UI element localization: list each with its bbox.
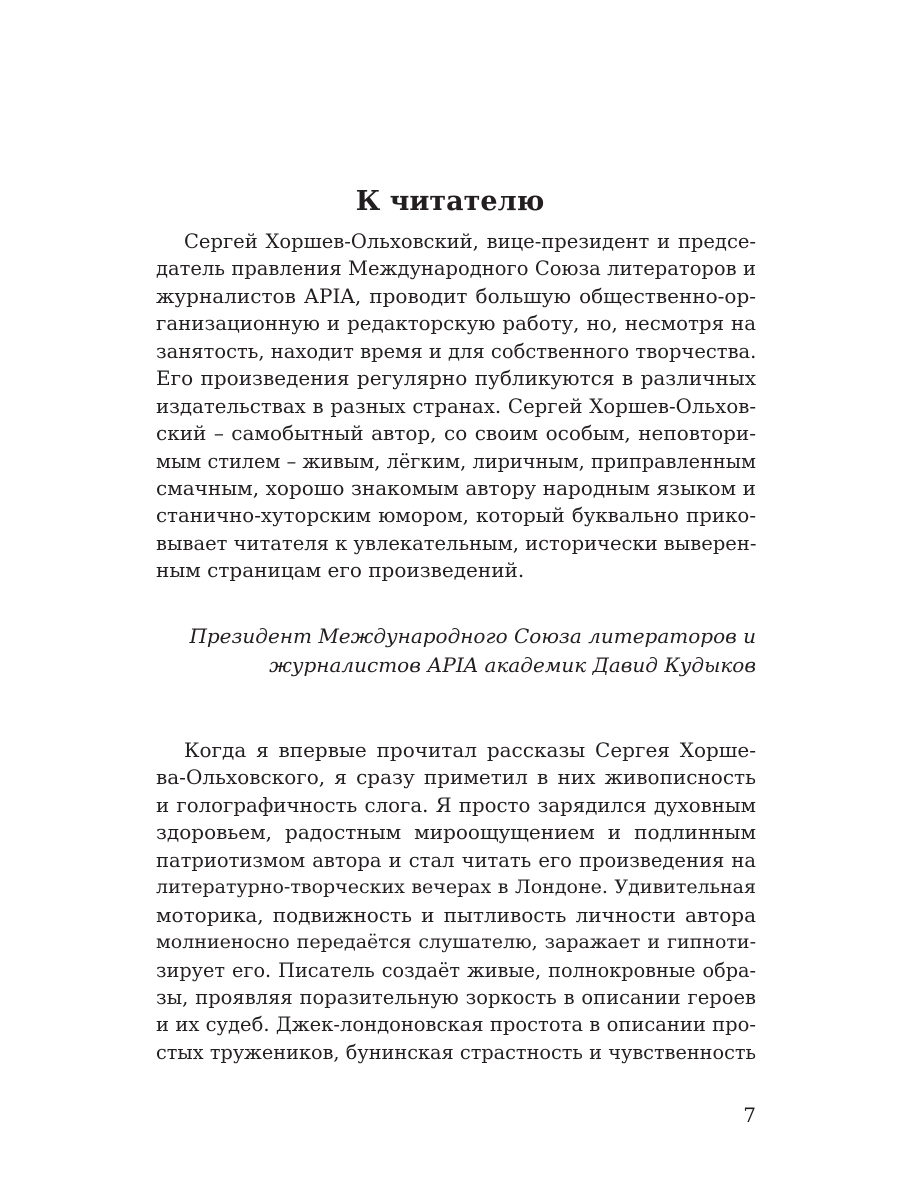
text-line: Сергей Хоршев-Ольховский, вице-президент и предсе- <box>184 230 756 253</box>
text-line: и голографичность слога. Я просто зарядился духовным <box>156 793 756 817</box>
signature-line: журналистов АPIA академик Давид Кудыков <box>269 653 756 677</box>
text-line: ва-Ольховского, я сразу приметил в них живописность <box>156 765 756 790</box>
text-line: смачным, хорошо знакомым автору народным языком и <box>156 475 756 500</box>
text-line: занятость, находит время и для собственного творчества. <box>156 339 757 363</box>
text-line: Его произведения регулярно публикуются в различных <box>156 366 756 391</box>
text-line: моторика, подвижность и пытливость личности автора <box>156 902 756 927</box>
text-line: ным страницам его произведений. <box>156 558 525 583</box>
text-line: и их судеб. Джек-лондоновская простота в описании про- <box>156 1013 756 1037</box>
text-line: станично-хуторским юмором, который буквально прико- <box>156 504 756 528</box>
text-line: молниеносно передаётся слушателю, заражает и гипноти- <box>156 931 756 954</box>
page-title: К читателю <box>355 186 545 218</box>
text-line: ский – самобытный автор, со своим особым, неповтори- <box>156 421 756 446</box>
text-line: здоровьем, радостным мироощущением и подлинным <box>156 820 756 845</box>
signature-line: Президент Международного Союза литераторов и <box>189 624 756 648</box>
text-line: стых тружеников, бунинская страстность и чувственность <box>156 1040 756 1064</box>
paragraph-author-intro <box>156 228 756 585</box>
text-line: литературно-творческих вечерах в Лондоне. Удивительная <box>156 876 756 899</box>
text-line: вывает читателя к увлекательным, исторически выверен- <box>156 531 757 555</box>
text-line: патриотизмом автора и стал читать его произведения на <box>156 848 756 872</box>
paragraph-reader-impression <box>156 737 756 1066</box>
text-line: ганизационную и редакторскую работу, но, несмотря на <box>156 312 756 336</box>
text-line: датель правления Международного Союза литераторов и <box>156 257 756 281</box>
text-line: мым стилем – живым, лёгким, лиричным, приправленным <box>156 449 756 473</box>
page-number: 7 <box>743 1103 756 1127</box>
text-line: издательствах в разных странах. Сергей Хоршев-Ольхов- <box>156 394 756 418</box>
text-line: зирует его. Писатель создаёт живые, полнокровные обра- <box>156 958 756 982</box>
signature-block <box>156 622 756 680</box>
text-line: журналистов АPIA, проводит большую общественно-ор- <box>156 283 756 308</box>
text-line: Когда я впервые прочитал рассказы Сергея Хорше- <box>184 738 756 762</box>
text-line: зы, проявляя поразительную зоркость в описании героев <box>156 985 756 1009</box>
